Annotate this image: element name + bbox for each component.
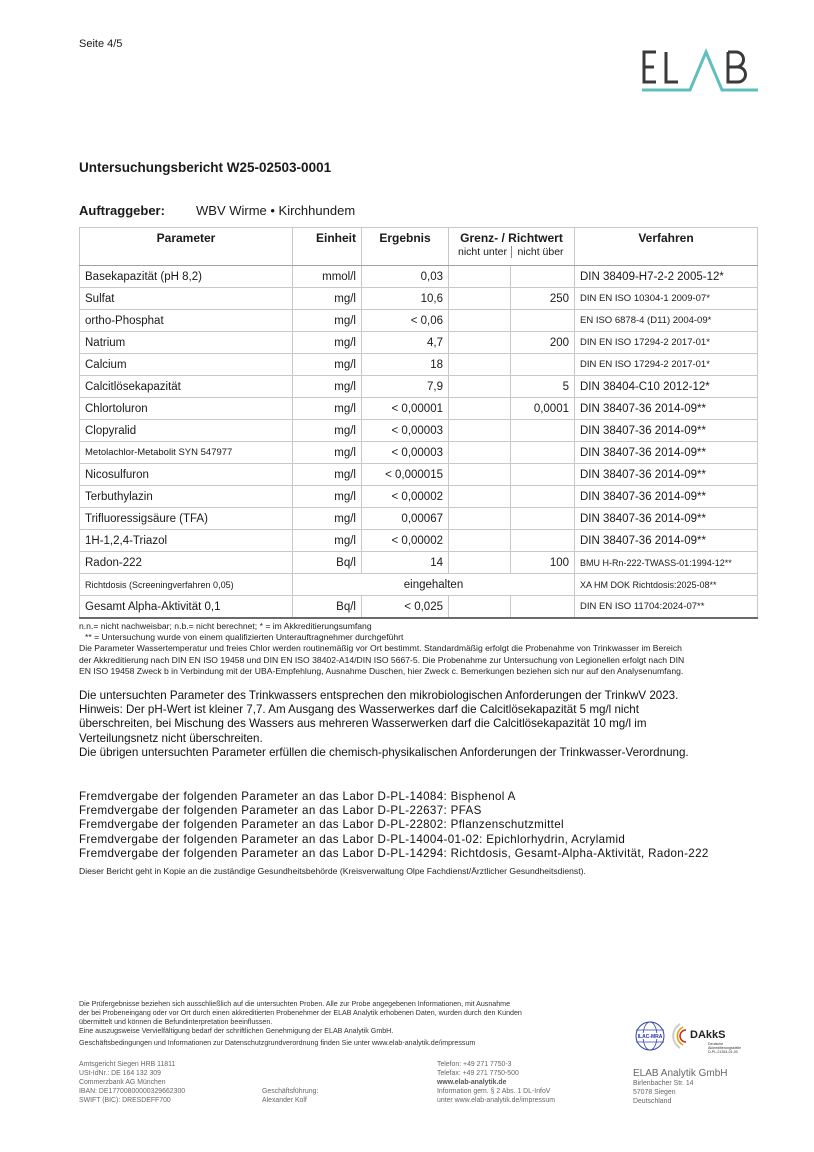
table-row — [80, 530, 758, 552]
cell-parameter: Sulfat — [80, 288, 293, 310]
footer-line: Amtsgericht Siegen HRB 11811 — [79, 1061, 176, 1068]
cell-result: 18 — [362, 354, 449, 376]
assessment-line: Hinweis: Der pH-Wert ist kleiner 7,7. Am Ausgang des Wasserwerkes darf die Calcitlösekapazität 5 mg/l nicht — [79, 703, 639, 717]
cell-unit: mg/l — [293, 530, 362, 552]
cell-unit: mg/l — [293, 442, 362, 464]
ilac-logo — [636, 1022, 664, 1050]
cell-method: EN ISO 6878-4 (D11) 2004-09* — [575, 310, 758, 332]
elab-logo — [640, 46, 760, 94]
footer-line: Alexander Kolf — [262, 1096, 307, 1104]
cell-unit: Bq/l — [293, 596, 362, 619]
cell-limit-max: 250 — [511, 288, 575, 310]
footer-fax: Telefax: +49 271 7750-500 — [437, 1069, 519, 1077]
cell-limit-min — [449, 266, 511, 288]
cell-limit-min — [449, 442, 511, 464]
cell-unit: mg/l — [293, 376, 362, 398]
cell-limit-max — [511, 442, 575, 464]
logo-accent-line — [642, 52, 758, 90]
footer-management — [262, 1088, 318, 1106]
cell-result: 7,9 — [362, 376, 449, 398]
table-row — [80, 508, 758, 530]
assessment-line: überschreiten, bei Mischung des Wassers aus mehreren Wasserwerken darf die Calcitlösekapazität 10 mg/l im — [79, 717, 647, 731]
assessment-line: Die untersuchten Parameter des Trinkwassers entsprechen den mikrobiologischen Anforderungen der TrinkwV 2023. — [79, 689, 679, 702]
table-row — [80, 288, 758, 310]
footer-line: unter www.elab-analytik.de/impressum — [437, 1096, 555, 1104]
cell-parameter: Basekapazität (pH 8,2) — [80, 266, 293, 288]
cell-result: < 0,06 — [362, 310, 449, 332]
cell-limit-min — [449, 530, 511, 552]
footer-line: IBAN: DE17700800000329662300 — [79, 1087, 186, 1095]
legal-line: der bei Probeneingang oder vor Ort durch einen akkreditierten Probenehmer der ELAB Analytik erhobenen Daten, wurden durch den Kunden — [79, 1009, 522, 1018]
header-method: Verfahren — [575, 228, 758, 266]
cell-limit-min — [449, 376, 511, 398]
footer-line: Birlenbacher Str. 14 — [633, 1080, 694, 1087]
subcontract-line: Fremdvergabe der folgenden Parameter an das Labor D-PL-14084: Bisphenol A — [79, 790, 516, 803]
cell-parameter: Calcium — [80, 354, 293, 376]
cell-method: DIN 38407-36 2014-09** — [575, 508, 758, 530]
footnote-line: EN ISO 19458 Zweck b in Verbindung mit der UBA-Empfehlung, Ausnahme Duschen, hier Zweck c. Bemerkungen beziehen sich nur auf den Analysenumfang. — [79, 665, 684, 676]
cell-parameter: 1H-1,2,4-Triazol — [80, 530, 293, 552]
footer-address — [633, 1068, 727, 1107]
table-row — [80, 574, 758, 596]
dakks-logo — [673, 1024, 741, 1054]
cell-result: < 0,00001 — [362, 398, 449, 420]
table-row — [80, 552, 758, 574]
cell-limit-min — [449, 398, 511, 420]
dakks-sub2: Akkreditierungsstelle — [708, 1046, 742, 1050]
cell-limit-max — [511, 508, 575, 530]
cell-parameter: ortho-Phosphat — [80, 310, 293, 332]
cell-parameter: Trifluoressigsäure (TFA) — [80, 508, 293, 530]
footer-line: Commerzbank AG München — [79, 1078, 166, 1086]
cell-limit-min — [449, 464, 511, 486]
client-label: Auftraggeber: — [79, 203, 165, 218]
header-limit-min: nicht unter — [454, 246, 512, 258]
footnote-line: der Akkreditierung nach DIN EN ISO 19458 und DIN EN ISO 38402-A14/DIN ISO 5667-5. Die Probenahme zur Untersuchung von Legionellen erfolgt nach DIN — [79, 654, 685, 665]
table-row — [80, 266, 758, 288]
dakks-sub1: Deutsche — [708, 1042, 724, 1046]
subcontract-line: Fremdvergabe der folgenden Parameter an das Labor D-PL-22637: PFAS — [79, 804, 482, 818]
cell-method: DIN 38407-36 2014-09** — [575, 486, 758, 508]
cell-result: < 0,00003 — [362, 420, 449, 442]
cell-parameter: Gesamt Alpha-Aktivität 0,1 — [80, 596, 293, 619]
subcontract-line: Fremdvergabe der folgenden Parameter an das Labor D-PL-22802: Pflanzenschutzmittel — [79, 818, 564, 832]
cell-result: < 0,00002 — [362, 530, 449, 552]
cell-method: DIN EN ISO 10304-1 2009-07* — [575, 288, 758, 310]
cell-result: < 0,00002 — [362, 486, 449, 508]
table-row — [80, 332, 758, 354]
cell-unit: mg/l — [293, 310, 362, 332]
header-limit — [449, 228, 575, 266]
cell-parameter: Clopyralid — [80, 420, 293, 442]
cell-method: DIN EN ISO 11704:2024-07** — [575, 596, 758, 619]
footnote-line: Die Parameter Wassertemperatur und freies Chlor werden routinemäßig vor Ort bestimmt. Standardmäßig erfolgt die Probenahme von Trinkwasser im Bereich — [79, 643, 682, 654]
cell-parameter: Richtdosis (Screeningverfahren 0,05) — [80, 574, 293, 596]
cell-method: DIN 38407-36 2014-09** — [575, 530, 758, 552]
footer-line: Deutschland — [633, 1097, 672, 1105]
cell-limit-min — [449, 420, 511, 442]
cell-limit-max — [511, 354, 575, 376]
cell-parameter: Nicosulfuron — [80, 464, 293, 486]
cell-method: BMU H-Rn-222-TWASS-01:1994-12** — [575, 552, 758, 574]
legal-line: Die Prüfergebnisse beziehen sich ausschließlich auf die untersuchten Proben. Alle zur Probe angegebenen Informationen, mit Ausnahme — [79, 1000, 511, 1008]
results-table — [79, 227, 758, 619]
cell-unit: mg/l — [293, 420, 362, 442]
table-row — [80, 486, 758, 508]
cell-method: DIN 38407-36 2014-09** — [575, 420, 758, 442]
cell-unit: mg/l — [293, 354, 362, 376]
cell-limit-min — [449, 288, 511, 310]
cell-method: XA HM DOK Richtdosis:2025-08** — [575, 574, 758, 596]
table-row — [80, 354, 758, 376]
cell-parameter: Metolachlor-Metabolit SYN 547977 — [80, 442, 293, 464]
table-row — [80, 442, 758, 464]
header-limit-max: nicht über — [517, 246, 564, 258]
table-row — [80, 376, 758, 398]
cell-result: 14 — [362, 552, 449, 574]
accreditation-logos — [634, 1018, 764, 1058]
dakks-id: D-PL-21354-01-00 — [708, 1050, 738, 1054]
cell-limit-max — [511, 420, 575, 442]
footer-company-name: ELAB Analytik GmbH — [633, 1068, 728, 1079]
subcontract-line: Fremdvergabe der folgenden Parameter an das Labor D-PL-14294: Richtdosis, Gesamt-Alpha-Aktivität, Radon-222 — [79, 846, 709, 860]
assessment-line: Verteilungsnetz nicht überschreiten. — [79, 731, 263, 745]
cell-parameter: Calcitlösekapazität — [80, 376, 293, 398]
cell-method: DIN 38409-H7-2-2 2005-12* — [575, 266, 758, 288]
cell-limit-min — [449, 332, 511, 354]
ilac-label: ILAC-MRA — [637, 1034, 663, 1040]
cell-method: DIN 38404-C10 2012-12* — [575, 376, 758, 398]
cell-unit: mg/l — [293, 288, 362, 310]
cell-parameter: Terbuthylazin — [80, 486, 293, 508]
cell-unit: mg/l — [293, 332, 362, 354]
footer-line: USt-IdNr.: DE 164 132 309 — [79, 1069, 161, 1077]
cell-unit: mmol/l — [293, 266, 362, 288]
cell-limit-min — [449, 354, 511, 376]
cell-limit-max: 0,0001 — [511, 398, 575, 420]
cell-method: DIN 38407-36 2014-09** — [575, 464, 758, 486]
footer-line: Information gem. § 2 Abs. 1 DL-InfoV — [437, 1087, 551, 1095]
header-parameter: Parameter — [80, 228, 293, 266]
cell-result: < 0,025 — [362, 596, 449, 619]
cell-method: DIN 38407-36 2014-09** — [575, 442, 758, 464]
cell-unit: mg/l — [293, 464, 362, 486]
cell-method: DIN 38407-36 2014-09** — [575, 398, 758, 420]
footer-line: 57078 Siegen — [633, 1088, 676, 1096]
cell-limit-max: 100 — [511, 552, 575, 574]
cell-limit-max — [511, 266, 575, 288]
cell-parameter: Natrium — [80, 332, 293, 354]
footnotes — [79, 621, 759, 677]
cell-method: DIN EN ISO 17294-2 2017-01* — [575, 332, 758, 354]
footnote-line: n.n.= nicht nachweisbar; n.b.= nicht berechnet; * = im Akkreditierungsumfang — [79, 621, 372, 631]
assessment-text — [79, 689, 769, 760]
cell-limit-max — [511, 464, 575, 486]
table-row — [80, 420, 758, 442]
cell-limit-max — [511, 530, 575, 552]
cell-limit-min — [449, 486, 511, 508]
cell-parameter: Chlortoluron — [80, 398, 293, 420]
header-limit-title: Grenz- / Richtwert — [460, 231, 563, 245]
cell-limit-max: 5 — [511, 376, 575, 398]
cell-result: 0,03 — [362, 266, 449, 288]
subcontract-line: Fremdvergabe der folgenden Parameter an das Labor D-PL-14004-01-02: Epichlorhydrin, Acrylamid — [79, 832, 626, 846]
legal-line: übermittelt und können die Befundinterpretation beeinflussen. — [79, 1018, 273, 1027]
dakks-label: DAkkS — [690, 1029, 726, 1041]
logo-letter-l — [666, 52, 678, 82]
cell-parameter: Radon-222 — [80, 552, 293, 574]
cell-limit-min — [449, 596, 511, 619]
table-header-row — [80, 228, 758, 266]
cell-unit: Bq/l — [293, 552, 362, 574]
cell-limit-min — [449, 508, 511, 530]
table-row — [80, 596, 758, 619]
assessment-line: Die übrigen untersuchten Parameter erfüllen die chemisch-physikalischen Anforderungen der Trinkwasser-Verordnung. — [79, 745, 689, 759]
table-row — [80, 310, 758, 332]
footer-website-link[interactable]: www.elab-analytik.de — [437, 1078, 507, 1086]
cell-result: < 0,000015 — [362, 464, 449, 486]
cell-result: 10,6 — [362, 288, 449, 310]
legal-line: Geschäftsbedingungen und Informationen zur Datenschutzgrundverordnung finden Sie unter www.elab-analytik.de/impressum — [79, 1039, 476, 1048]
cell-limit-max — [511, 486, 575, 508]
cell-unit: mg/l — [293, 398, 362, 420]
cell-unit: mg/l — [293, 486, 362, 508]
header-unit: Einheit — [293, 228, 362, 266]
cell-result: < 0,00003 — [362, 442, 449, 464]
legal-line: Eine auszugsweise Vervielfältigung bedarf der schriftlichen Genehmigung der ELAB Analytik GmbH. — [79, 1027, 394, 1036]
client-value: WBV Wirme • Kirchhundem — [196, 203, 356, 218]
footer-registration — [79, 1061, 185, 1106]
footer-phone: Telefon: +49 271 7750-3 — [437, 1061, 512, 1068]
header-result: Ergebnis — [362, 228, 449, 266]
cell-limit-min — [449, 552, 511, 574]
footnote-line: ** = Untersuchung wurde von einem qualifizierten Unterauftragnehmer durchgeführt — [85, 632, 404, 643]
cell-result: eingehalten — [293, 574, 575, 596]
cell-result: 0,00067 — [362, 508, 449, 530]
footer-contact — [437, 1061, 555, 1106]
copy-note: Dieser Bericht geht in Kopie an die zuständige Gesundheitsbehörde (Kreisverwaltung Olpe Fachdienst/Ärztlicher Gesundheitsdienst). — [79, 866, 586, 876]
table-row — [80, 464, 758, 486]
footer-line: Geschäftsführung: — [262, 1088, 319, 1095]
footer-line: SWIFT (BIC): DRESDEFF700 — [79, 1096, 171, 1104]
cell-unit: mg/l — [293, 508, 362, 530]
report-title: Untersuchungsbericht W25-02503-0001 — [79, 160, 332, 175]
cell-limit-min — [449, 310, 511, 332]
cell-result: 4,7 — [362, 332, 449, 354]
logo-letter-e — [644, 52, 656, 82]
page-number: Seite 4/5 — [79, 38, 123, 50]
logo-letter-b — [728, 52, 746, 82]
cell-method: DIN EN ISO 17294-2 2017-01* — [575, 354, 758, 376]
table-row — [80, 398, 758, 420]
subcontracting-list — [79, 790, 769, 861]
cell-limit-max: 200 — [511, 332, 575, 354]
cell-limit-max — [511, 310, 575, 332]
legal-disclaimer — [79, 1000, 619, 1048]
cell-limit-max — [511, 596, 575, 619]
